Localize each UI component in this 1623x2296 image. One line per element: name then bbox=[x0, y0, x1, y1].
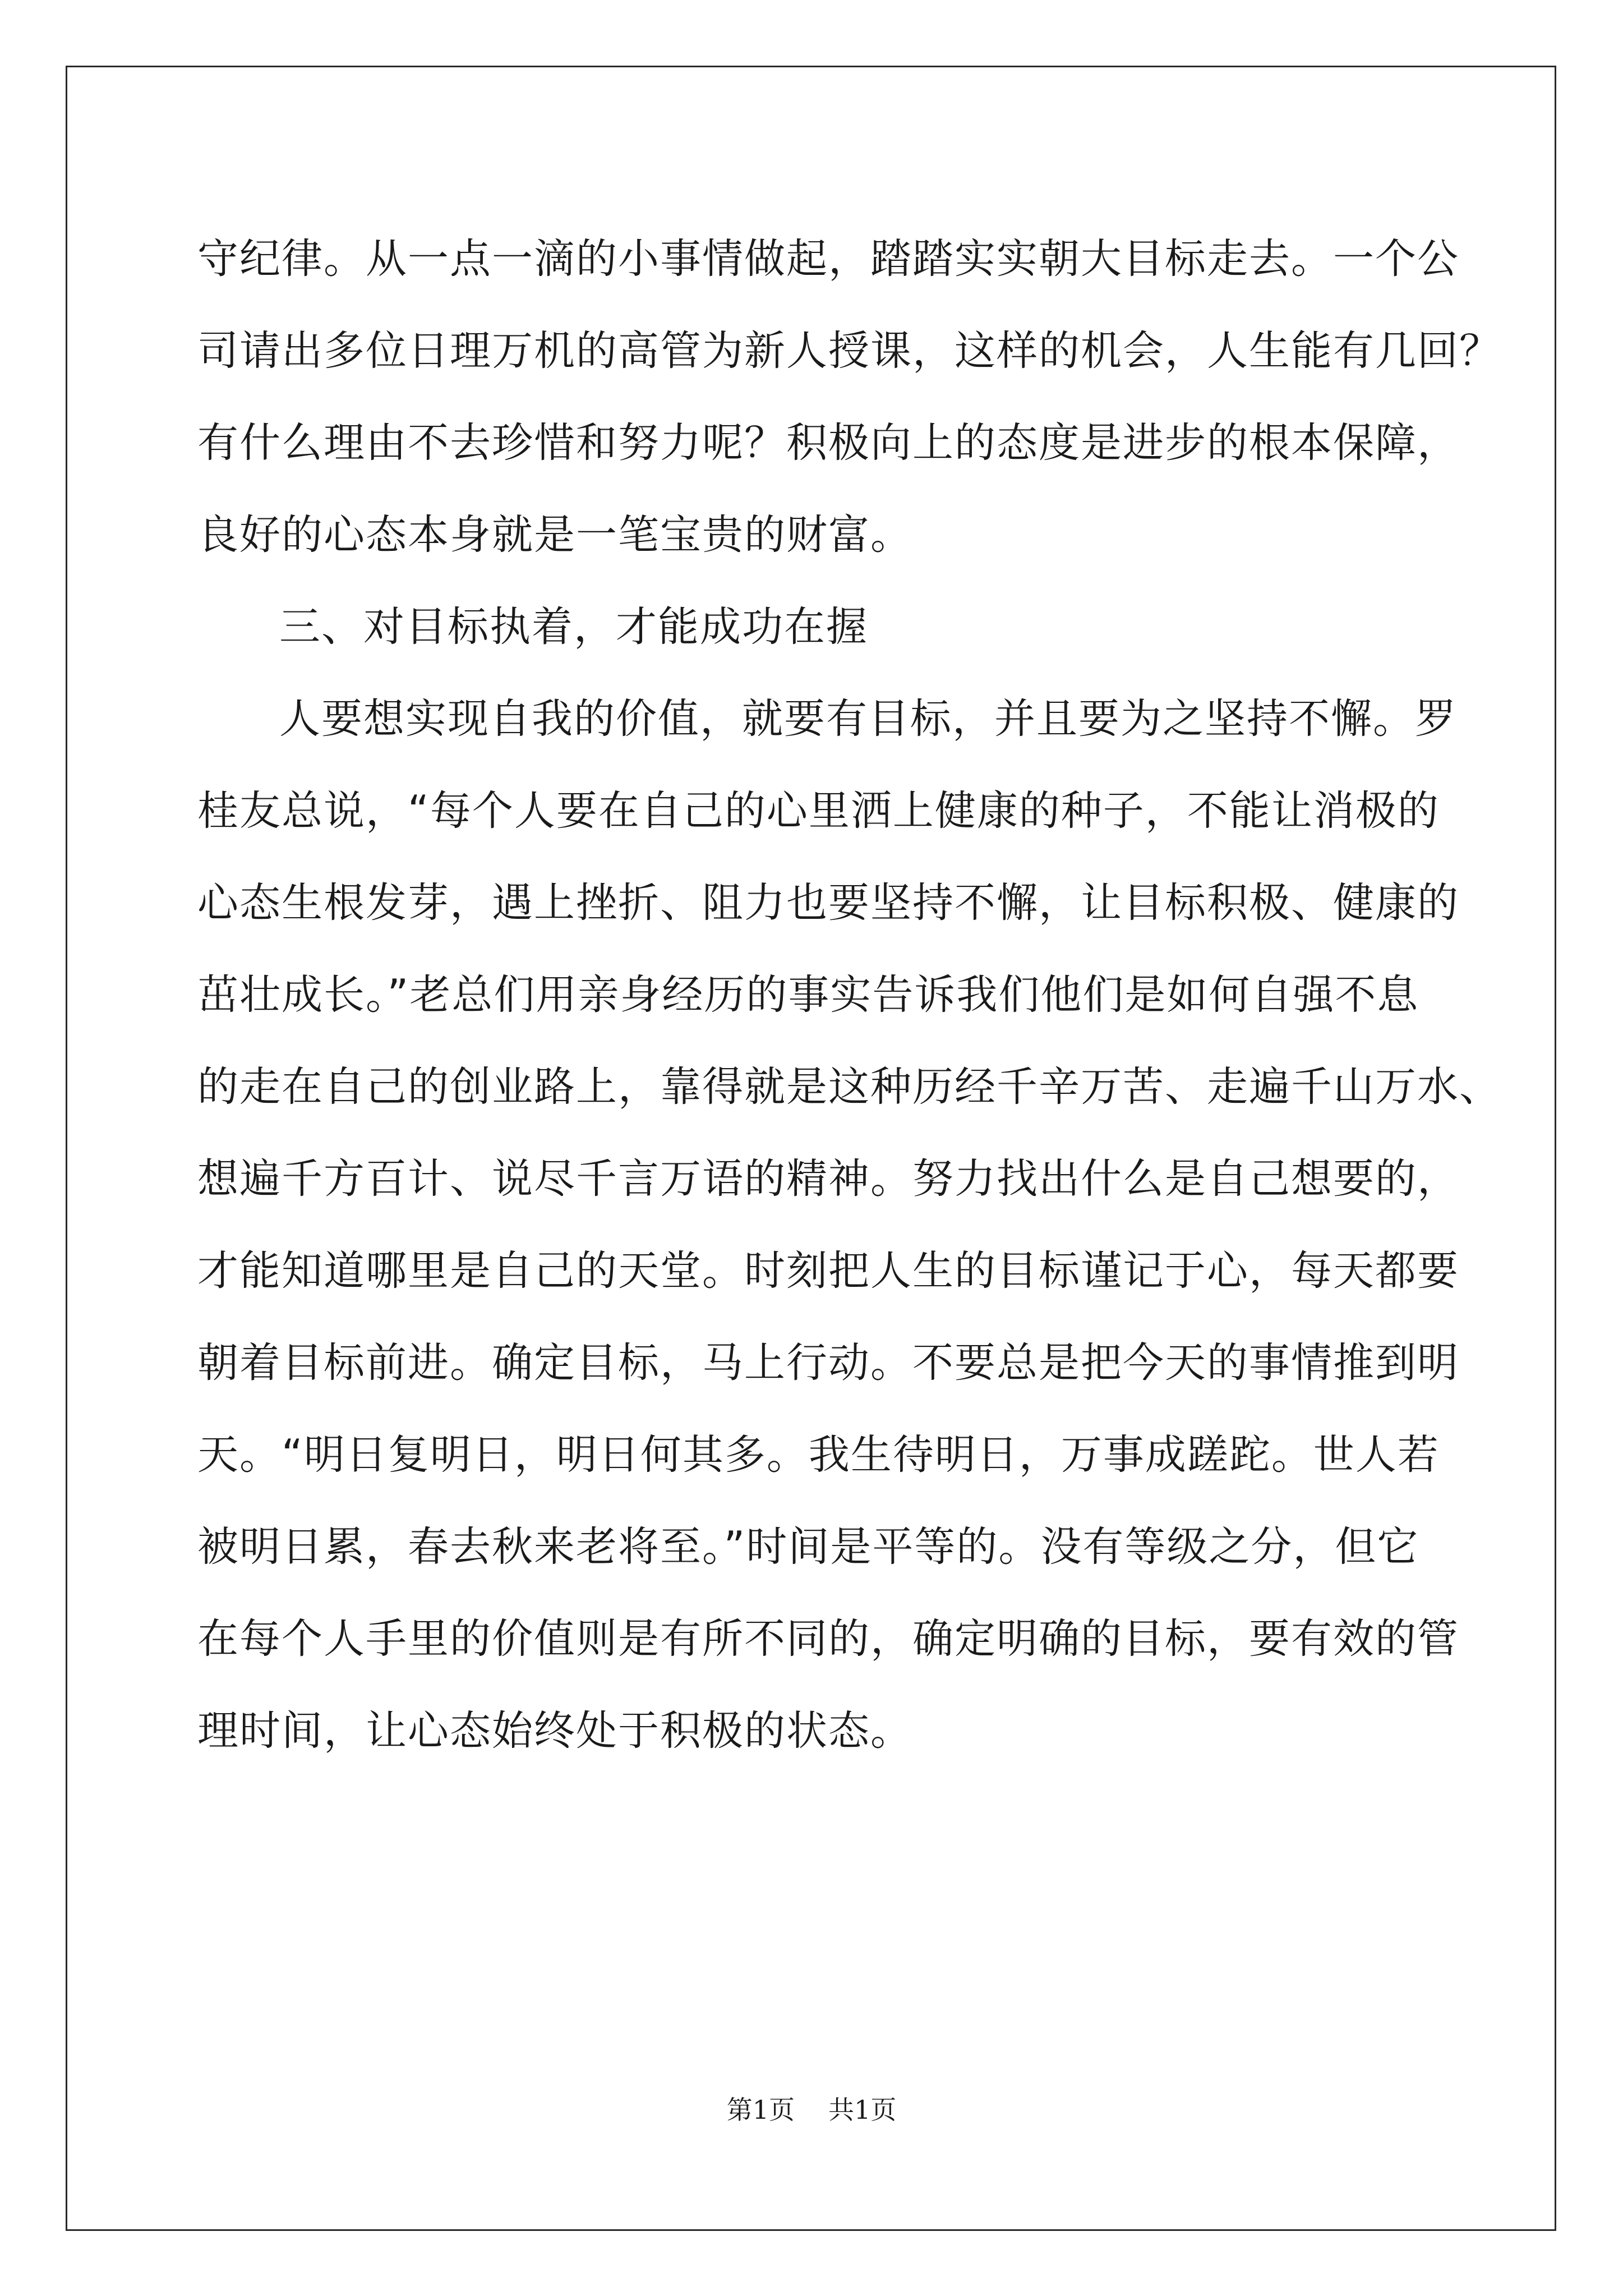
text-line: 守纪律。从一点一滴的小事情做起，踏踏实实朝大目标走去。一个公 bbox=[197, 235, 1459, 283]
text-line: 司请出多位日理万机的高管为新人授课，这样的机会，人生能有几回？ bbox=[197, 327, 1501, 375]
page-footer bbox=[0, 2090, 1623, 2127]
document-body bbox=[197, 213, 1501, 1777]
text-line: 茁壮成长。”老总们用亲身经历的事实告诉我们他们是如何自强不息 bbox=[197, 971, 1419, 1019]
text-line: 的走在自己的创业路上，靠得就是这种历经千辛万苦、走遍千山万水、 bbox=[197, 1063, 1501, 1111]
page-number-current: 第1页 bbox=[726, 2095, 795, 2125]
text-line: 良好的心态本身就是一笔宝贵的财富。 bbox=[197, 511, 912, 559]
text-line: 想遍千方百计、说尽千言万语的精神。努力找出什么是自己想要的， bbox=[197, 1155, 1459, 1203]
text-line: 在每个人手里的价值则是有所不同的，确定明确的目标，要有效的管 bbox=[197, 1615, 1459, 1663]
text-line: 朝着目标前进。确定目标，马上行动。不要总是把今天的事情推到明 bbox=[197, 1339, 1459, 1387]
text-line: 理时间，让心态始终处于积极的状态。 bbox=[197, 1707, 912, 1755]
text-line: 人要想实现自我的价值，就要有目标，并且要为之坚持不懈。罗 bbox=[279, 695, 1457, 743]
page-number-total: 共1页 bbox=[828, 2095, 897, 2125]
text-line: 桂友总说，“每个人要在自己的心里洒上健康的种子，不能让消极的 bbox=[197, 787, 1440, 835]
text-line: 心态生根发芽，遇上挫折、阻力也要坚持不懈，让目标积极、健康的 bbox=[197, 879, 1459, 927]
text-line: 才能知道哪里是自己的天堂。时刻把人生的目标谨记于心，每天都要 bbox=[197, 1247, 1459, 1295]
text-line: 有什么理由不去珍惜和努力呢？积极向上的态度是进步的根本保障， bbox=[197, 419, 1459, 467]
text-line: 被明日累，春去秋来老将至。”时间是平等的。没有等级之分，但它 bbox=[197, 1523, 1419, 1571]
text-line: 三、对目标执着，才能成功在握 bbox=[279, 603, 868, 651]
text-line: 天。“明日复明日，明日何其多。我生待明日，万事成蹉跎。世人若 bbox=[197, 1431, 1440, 1479]
